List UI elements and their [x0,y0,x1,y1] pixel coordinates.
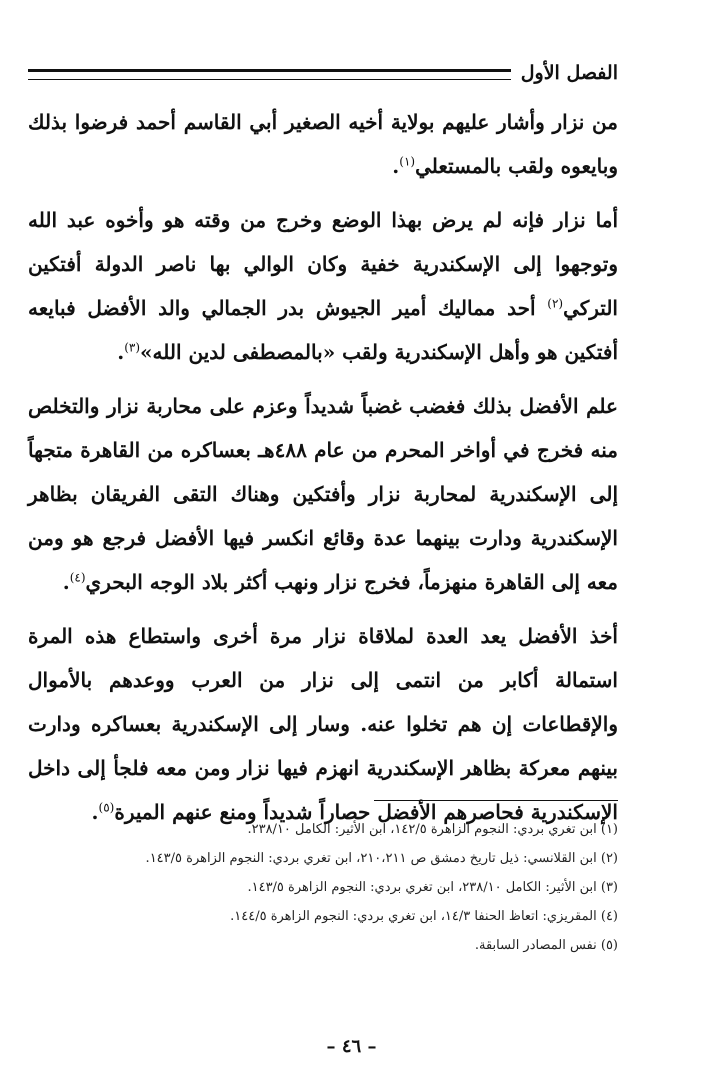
paragraph-tail: . [392,154,400,178]
footnote-5: (٥) نفس المصادر السابقة. [474,938,618,953]
footnote-ref: (٢) [547,296,564,311]
chapter-title: الفصل الأول [520,62,618,84]
page-header [28,56,618,90]
paragraph-tail: . [117,340,125,364]
footnote-3: (٣) ابن الأثير: الكامل ٢٣٨/١٠، ابن تغري بردي: النجوم الزاهرة ١٤٣/٥. [247,880,618,895]
footnote-ref: (٥) [98,800,115,815]
paragraph-text: أما نزار فإنه لم يرض بهذا الوضع وخرج من وقته هو وأخوه عبد الله وتوجهوا إلى الإسكندرية خفية وكان الوالي بها ناصر الدولة أفتكين التركي [28,208,618,320]
body-text [28,100,618,844]
footnotes [28,815,618,960]
paragraph-text: أخذ الأفضل يعد العدة لملاقاة نزار مرة أخرى واستطاع هذه المرة استمالة أكابر من انتمى إلى نزار من العرب ووعدهم بالأموال والإقطاعات إن هم تخلوا عنه. وسار إلى الإسكندرية بعساكره ودارت بينهم معركة بظاهر الإسكندرية انهزم فيها نزار ومن معه فلجأ إلى داخل الإسكندرية فحاصرهم الأفضل حصاراً شديداً ومنع عنهم الميرة [28,624,618,824]
header-rule [28,69,511,80]
paragraph-text: من نزار وأشار عليهم بولاية أخيه الصغير أبي القاسم أحمد فرضوا بذلك وبايعوه ولقب بالمستعلي [28,110,618,178]
footnote-1: (١) ابن تغري بردي: النجوم الزاهرة ١٤٢/٥، ابن الأثير: الكامل ٢٣٨/١٠. [247,822,618,837]
paragraph-text: علم الأفضل بذلك فغضب غضباً شديداً وعزم على محاربة نزار والتخلص منه فخرج في أواخر المحرم من عام ٤٨٨هـ بعساكره من القاهرة متجهاً إلى الإسكندرية لمحاربة نزار وأفتكين وهناك التقى الفريقان بظاهر الإسكندرية ودارت بينهما عدة وقائع انكسر فيها الأفضل فرجع هو ومن معه إلى القاهرة منهزماً، فخرج نزار ونهب أكثر بلاد الوجه البحري [28,394,618,594]
paragraph-3 [28,384,618,604]
paragraph-4 [28,614,618,834]
footnote-ref: (١) [399,154,416,169]
paragraph-1 [28,100,618,188]
paragraph-tail: . [62,570,70,594]
footnote-ref: (٤) [69,570,86,585]
footnote-separator [374,800,618,801]
paragraph-2 [28,198,618,374]
footnote-ref: (٣) [124,340,141,355]
footnote-4: (٤) المقريزي: اتعاظ الحنفا ١٤/٣، ابن تغري بردي: النجوم الزاهرة ١٤٤/٥. [230,909,618,924]
page-number: – ٤٦ – [326,1036,377,1057]
paragraph-text-cont: أحد مماليك أمير الجيوش بدر الجمالي والد الأفضل فبايعه أفتكين هو وأهل الإسكندرية ولقب «بالمصطفى لدين الله» [28,296,618,364]
footnote-2: (٢) ابن القلانسي: ذيل تاريخ دمشق ص ٢١٠،٢١١، ابن تغري بردي: النجوم الزاهرة ١٤٣/٥. [145,851,618,866]
paragraph-tail: . [91,800,99,824]
